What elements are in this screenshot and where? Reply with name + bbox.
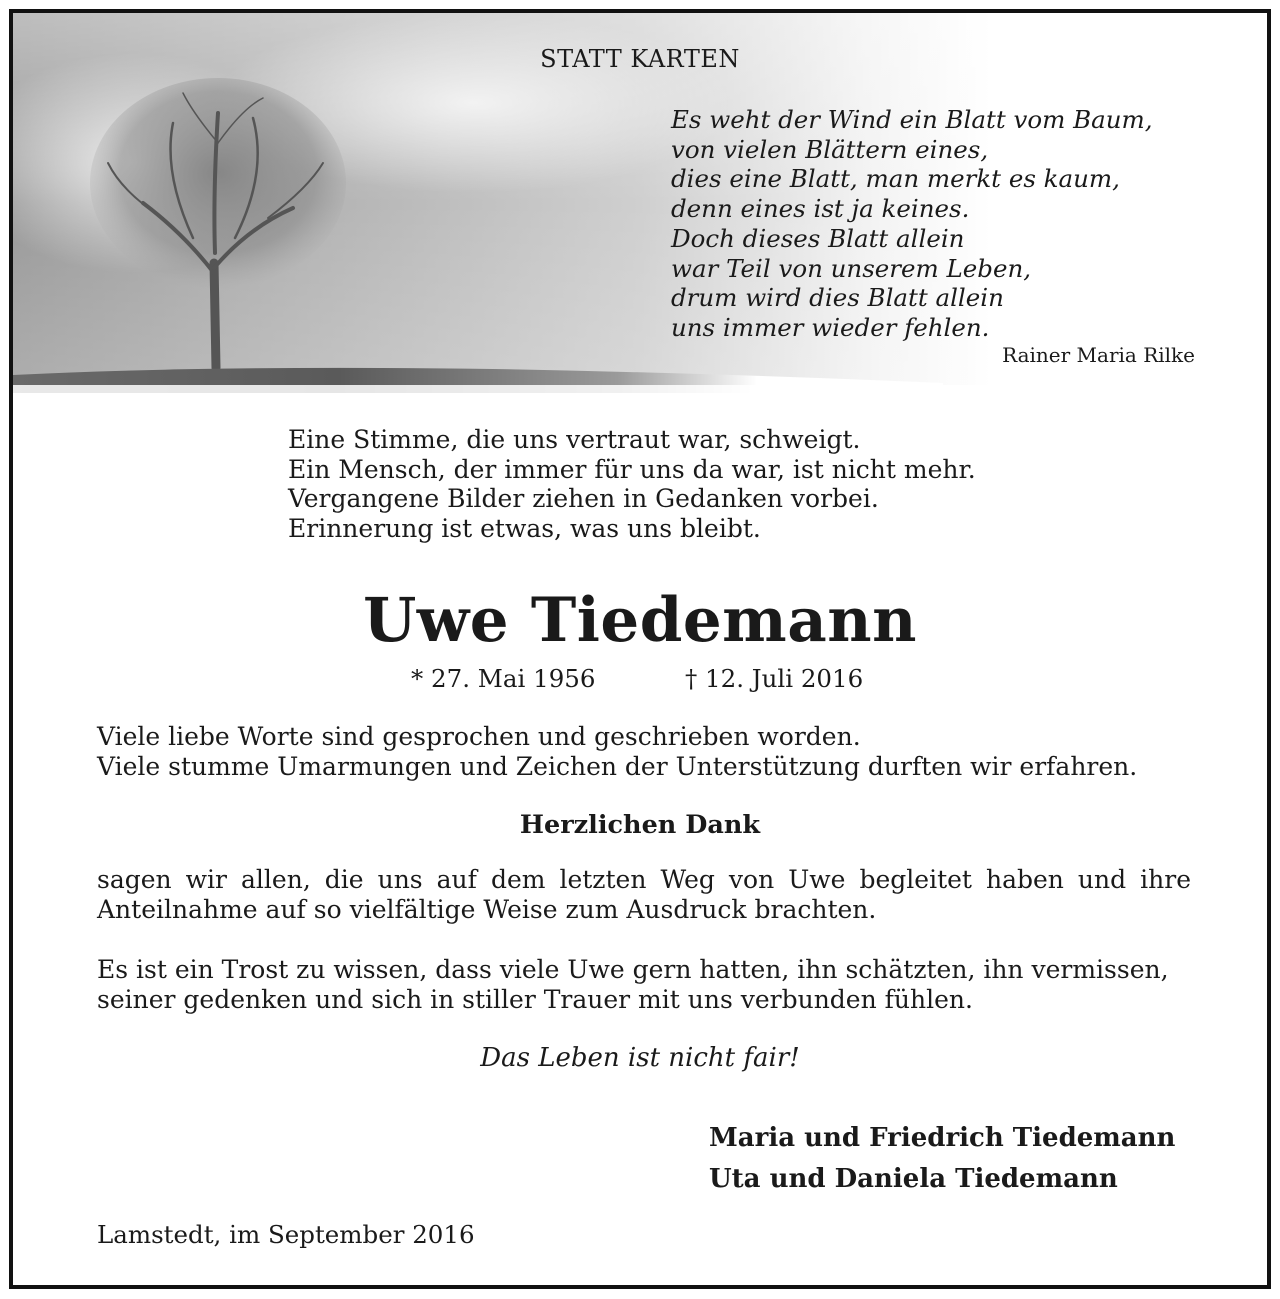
verse-line: Ein Mensch, der immer für uns da war, ist nicht mehr. [288, 454, 976, 484]
obituary-card [9, 9, 1271, 1289]
paragraph-line: Es ist ein Trost zu wissen, dass viele Uwe gern hatten, ihn schätzten, ihn vermissen, [97, 955, 1169, 984]
poem [671, 105, 1211, 343]
signature-line: Maria und Friedrich Tiedemann [709, 1123, 1176, 1153]
paragraph-line: Viele stumme Umarmungen und Zeichen der Unterstützung durften wir erfahren. [97, 751, 1138, 781]
paragraph-thanks: sagen wir allen, die uns auf dem letzten Weg von Uwe begleitet haben und ihre Anteilnahme auf so vielfältige Weise zum Ausdruck brachten. [97, 865, 1191, 924]
poem-line: denn eines ist ja keines. [671, 194, 970, 224]
poem-line: von vielen Blättern eines, [671, 134, 989, 164]
verse-line: Erinnerung ist etwas, was uns bleibt. [288, 514, 761, 544]
deceased-name: Uwe Tiedemann [363, 585, 917, 656]
memorial-verse [288, 425, 976, 544]
poem-line: drum wird dies Blatt allein [671, 283, 1004, 313]
death-date: † 12. Juli 2016 [685, 664, 864, 693]
birth-date: * 27. Mai 1956 [411, 664, 596, 693]
verse-line: Eine Stimme, die uns vertraut war, schweigt. [288, 425, 861, 454]
thanks-heading: Herzlichen Dank [519, 810, 761, 840]
paragraph-words [97, 722, 1191, 781]
poem-line: Es weht der Wind ein Blatt vom Baum, [671, 105, 1153, 134]
paragraph-comfort [97, 955, 1191, 1014]
poem-line: Doch dieses Blatt allein [671, 223, 965, 253]
poem-author: Rainer Maria Rilke [1002, 343, 1195, 367]
poem-line: uns immer wieder fehlen. [671, 312, 990, 342]
family-signatures [709, 1118, 1175, 1200]
place-date: Lamstedt, im September 2016 [97, 1220, 475, 1249]
signature-line: Uta und Daniela Tiedemann [709, 1164, 1118, 1194]
poem-line: dies eine Blatt, man merkt es kaum, [671, 164, 1120, 194]
paragraph-line: seiner gedenken und sich in stiller Trauer mit uns verbunden fühlen. [97, 984, 973, 1014]
poem-line: war Teil von unserem Leben, [671, 253, 1032, 283]
motto: Das Leben ist nicht fair! [480, 1043, 800, 1073]
verse-line: Vergangene Bilder ziehen in Gedanken vorbei. [288, 484, 879, 514]
paragraph-line: Viele liebe Worte sind gesprochen und geschrieben worden. [97, 722, 861, 751]
header-statt-karten: STATT KARTEN [540, 45, 740, 73]
